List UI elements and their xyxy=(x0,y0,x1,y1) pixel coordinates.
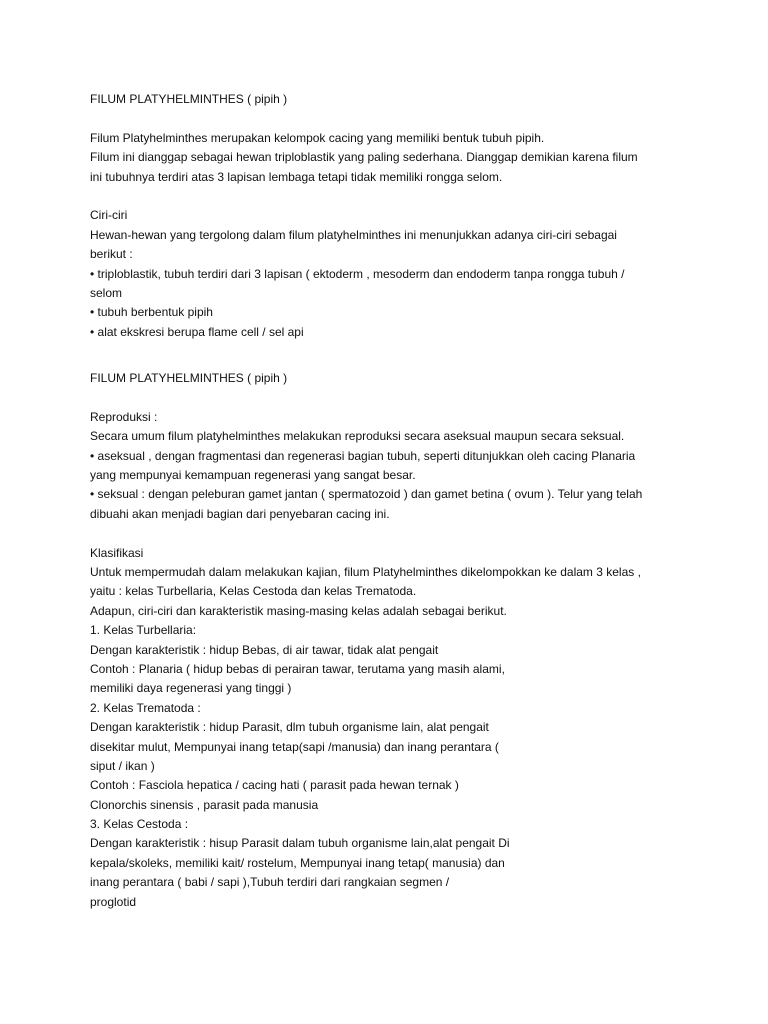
ciri-line: berikut : xyxy=(90,247,133,262)
klasifikasi-line: Dengan karakteristik : hidup Parasit, dlm tubuh organisme lain, alat pengait xyxy=(90,720,489,735)
klasifikasi-line: siput / ikan ) xyxy=(90,758,155,773)
klasifikasi-line: kepala/skoleks, memiliki kait/ rostelum, Mempunyai inang tetap( manusia) dan xyxy=(90,855,505,870)
repro-line: dibuahi akan menjadi bagian dari penyebaran cacing ini. xyxy=(90,506,390,521)
klasifikasi-line: disekitar mulut, Mempunyai inang tetap(sapi /manusia) dan inang perantara ( xyxy=(90,739,499,754)
ciri-heading: Ciri-ciri xyxy=(90,208,128,223)
document-page xyxy=(90,90,690,912)
klasifikasi-line: Clonorchis sinensis , parasit pada manusia xyxy=(90,797,319,812)
klasifikasi-line: Contoh : Fasciola hepatica / cacing hati ( parasit pada hewan ternak ) xyxy=(90,778,459,793)
ciri-line: • triploblastik, tubuh terdiri dari 3 lapisan ( ektoderm , mesoderm dan endoderm tanpa rongga tubuh / xyxy=(90,266,625,281)
klasifikasi-line: Untuk mempermudah dalam melakukan kajian, filum Platyhelminthes dikelompokkan ke dalam 3 kelas , xyxy=(90,564,641,579)
klasifikasi-line: proglotid xyxy=(90,894,137,909)
repro-line: Secara umum filum platyhelminthes melakukan reproduksi secara aseksual maupun secara seksual. xyxy=(90,429,625,444)
klasifikasi-line: 2. Kelas Trematoda : xyxy=(90,700,201,715)
repro-heading: Reproduksi : xyxy=(90,409,158,424)
spacer xyxy=(90,109,690,128)
spacer xyxy=(90,388,690,407)
repro-line: yang mempunyai kemampuan regenerasi yang sangat besar. xyxy=(90,468,416,483)
ciri-line: selom xyxy=(90,285,123,300)
intro-line: ini tubuhnya terdiri atas 3 lapisan lembaga tetapi tidak memiliki rongga selom. xyxy=(90,169,503,184)
klasifikasi-heading: Klasifikasi xyxy=(90,545,144,560)
klasifikasi-line: inang perantara ( babi / sapi ),Tubuh terdiri dari rangkaian segmen / xyxy=(90,875,450,890)
repro-line: • aseksual , dengan fragmentasi dan regenerasi bagian tubuh, seperti ditunjukkan oleh cacing Planaria xyxy=(90,448,636,463)
klasifikasi-line: yaitu : kelas Turbellaria, Kelas Cestoda dan kelas Trematoda. xyxy=(90,584,417,599)
klasifikasi-line: Dengan karakteristik : hisup Parasit dalam tubuh organisme lain,alat pengait Di xyxy=(90,836,510,851)
klasifikasi-line: 1. Kelas Turbellaria: xyxy=(90,623,197,638)
section2-heading: FILUM PLATYHELMINTHES ( pipih ) xyxy=(90,371,288,386)
ciri-line: • tubuh berbentuk pipih xyxy=(90,305,213,320)
klasifikasi-line: Dengan karakteristik : hidup Bebas, di air tawar, tidak alat pengait xyxy=(90,642,439,657)
ciri-line: • alat ekskresi berupa flame cell / sel api xyxy=(90,324,304,339)
spacer xyxy=(90,187,690,206)
ciri-line: Hewan-hewan yang tergolong dalam filum platyhelminthes ini menunjukkan adanya ciri-ciri sebagai xyxy=(90,227,617,242)
intro-line: Filum ini dianggap sebagai hewan triploblastik yang paling sederhana. Dianggap demikian karena filum xyxy=(90,150,638,165)
spacer xyxy=(90,342,690,369)
klasifikasi-line: memiliki daya regenerasi yang tinggi ) xyxy=(90,681,292,696)
section1-heading: FILUM PLATYHELMINTHES ( pipih ) xyxy=(90,92,288,106)
intro-line: Filum Platyhelminthes merupakan kelompok cacing yang memiliki bentuk tubuh pipih. xyxy=(90,130,545,145)
klasifikasi-line: 3. Kelas Cestoda : xyxy=(90,817,189,832)
repro-line: • seksual : dengan peleburan gamet jantan ( spermatozoid ) dan gamet betina ( ovum ). Telur yang telah xyxy=(90,487,643,502)
spacer xyxy=(90,524,690,543)
klasifikasi-line: Contoh : Planaria ( hidup bebas di perairan tawar, terutama yang masih alami, xyxy=(90,661,505,676)
klasifikasi-line: Adapun, ciri-ciri dan karakteristik masing-masing kelas adalah sebagai berikut. xyxy=(90,603,507,618)
